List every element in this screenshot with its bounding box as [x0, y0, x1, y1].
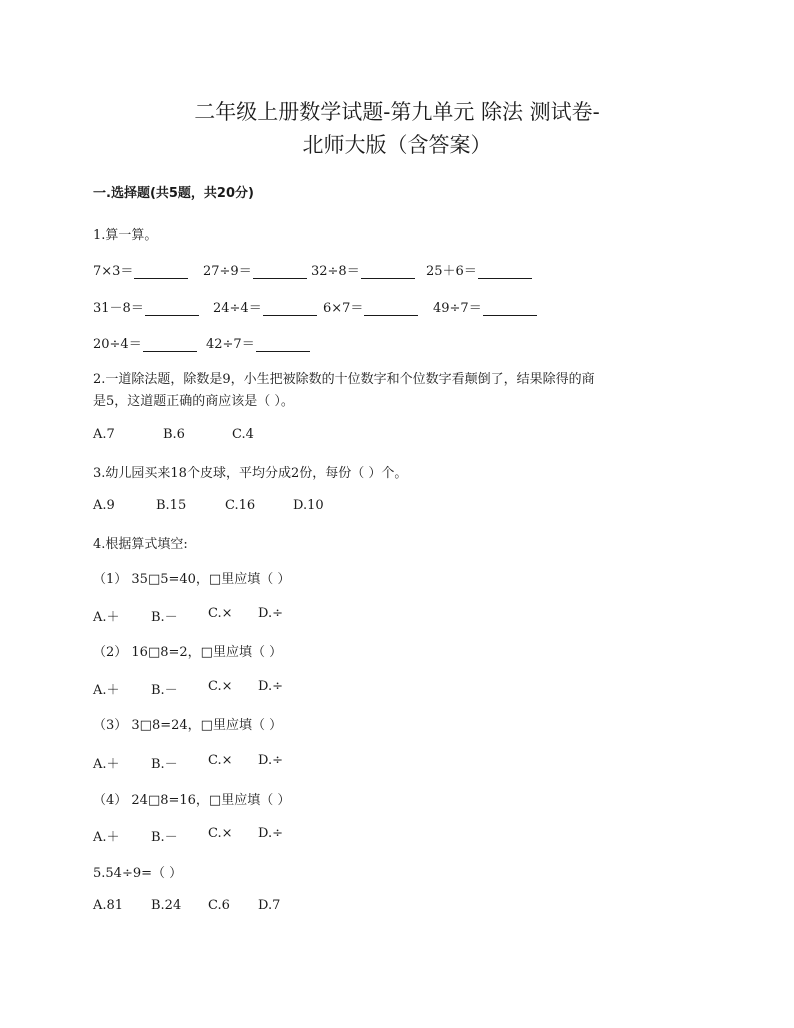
option-a[interactable]: A.9 — [93, 498, 115, 513]
q1-item — [93, 297, 199, 316]
option-b[interactable]: B.－ — [151, 683, 178, 698]
q4-sub-4-stem: （4） 24□8=16，□里应填（ ） — [93, 793, 291, 808]
q1-item — [426, 260, 532, 279]
q1-item — [93, 260, 188, 279]
q1-expression: 49÷7＝ — [433, 301, 482, 316]
option-c[interactable]: C.× — [208, 606, 233, 621]
q1-expression: 6×7＝ — [323, 301, 364, 316]
q1-expression: 24÷4＝ — [213, 301, 262, 316]
q1-expression: 42÷7＝ — [206, 337, 255, 352]
q1-item — [311, 260, 415, 279]
answer-blank[interactable] — [143, 337, 197, 352]
answer-blank[interactable] — [478, 264, 532, 279]
option-a[interactable]: A.＋ — [93, 830, 120, 845]
answer-blank[interactable] — [253, 264, 307, 279]
option-b[interactable]: B.－ — [151, 757, 178, 772]
option-b[interactable]: B.6 — [163, 427, 185, 442]
q1-item — [206, 333, 310, 352]
option-c[interactable]: C.6 — [208, 898, 230, 913]
option-b[interactable]: B.－ — [151, 610, 178, 625]
answer-blank[interactable] — [364, 301, 418, 316]
q2-stem-line-2: 是5，这道题正确的商应该是（ ）。 — [93, 394, 294, 409]
option-a[interactable]: A.＋ — [93, 610, 120, 625]
q1-expression: 25＋6＝ — [426, 264, 477, 279]
option-d[interactable]: D.÷ — [258, 606, 283, 621]
option-d[interactable]: D.÷ — [258, 753, 283, 768]
q1-expression: 27÷9＝ — [203, 264, 252, 279]
answer-blank[interactable] — [361, 264, 415, 279]
option-c[interactable]: C.16 — [225, 498, 256, 513]
answer-blank[interactable] — [145, 301, 199, 316]
q1-item — [433, 297, 537, 316]
page-title-line-1: 二年级上册数学试题-第九单元 除法 测试卷- — [194, 100, 600, 124]
option-d[interactable]: D.÷ — [258, 826, 283, 841]
option-d[interactable]: D.÷ — [258, 679, 283, 694]
page-title-line-2: 北师大版（含答案） — [302, 133, 492, 157]
option-a[interactable]: A.81 — [93, 898, 124, 913]
option-d[interactable]: D.7 — [258, 898, 281, 913]
q2-stem-line-1: 2.一道除法题，除数是9，小生把被除数的十位数字和个位数字看颠倒了，结果除得的商 — [93, 372, 595, 387]
q5-stem: 5.54÷9=（ ） — [93, 866, 183, 881]
q1-expression: 31－8＝ — [93, 301, 144, 316]
answer-blank[interactable] — [256, 337, 310, 352]
option-d[interactable]: D.10 — [293, 498, 324, 513]
option-a[interactable]: A.7 — [93, 427, 115, 442]
option-a[interactable]: A.＋ — [93, 757, 120, 772]
answer-blank[interactable] — [263, 301, 317, 316]
option-b[interactable]: B.－ — [151, 830, 178, 845]
option-b[interactable]: B.24 — [151, 898, 182, 913]
section-heading: 一.选择题(共5题，共20分) — [93, 186, 254, 201]
option-c[interactable]: C.4 — [232, 427, 254, 442]
q1-expression: 32÷8＝ — [311, 264, 360, 279]
q4-sub-2-stem: （2） 16□8=2，□里应填（ ） — [93, 645, 283, 660]
q4-stem: 4.根据算式填空: — [93, 537, 188, 552]
q1-item — [93, 333, 197, 352]
q1-expression: 20÷4＝ — [93, 337, 142, 352]
option-b[interactable]: B.15 — [156, 498, 187, 513]
q4-sub-3-stem: （3） 3□8=24，□里应填（ ） — [93, 718, 283, 733]
q1-item — [323, 297, 418, 316]
q1-item — [203, 260, 307, 279]
q1-stem: 1.算一算。 — [93, 228, 158, 243]
option-c[interactable]: C.× — [208, 753, 233, 768]
answer-blank[interactable] — [134, 264, 188, 279]
option-c[interactable]: C.× — [208, 679, 233, 694]
q1-item — [213, 297, 317, 316]
q3-stem: 3.幼儿园买来18个皮球，平均分成2份，每份（ ）个。 — [93, 466, 408, 481]
option-a[interactable]: A.＋ — [93, 683, 120, 698]
option-c[interactable]: C.× — [208, 826, 233, 841]
q4-sub-1-stem: （1） 35□5=40，□里应填（ ） — [93, 572, 291, 587]
q1-expression: 7×3＝ — [93, 264, 134, 279]
answer-blank[interactable] — [483, 301, 537, 316]
